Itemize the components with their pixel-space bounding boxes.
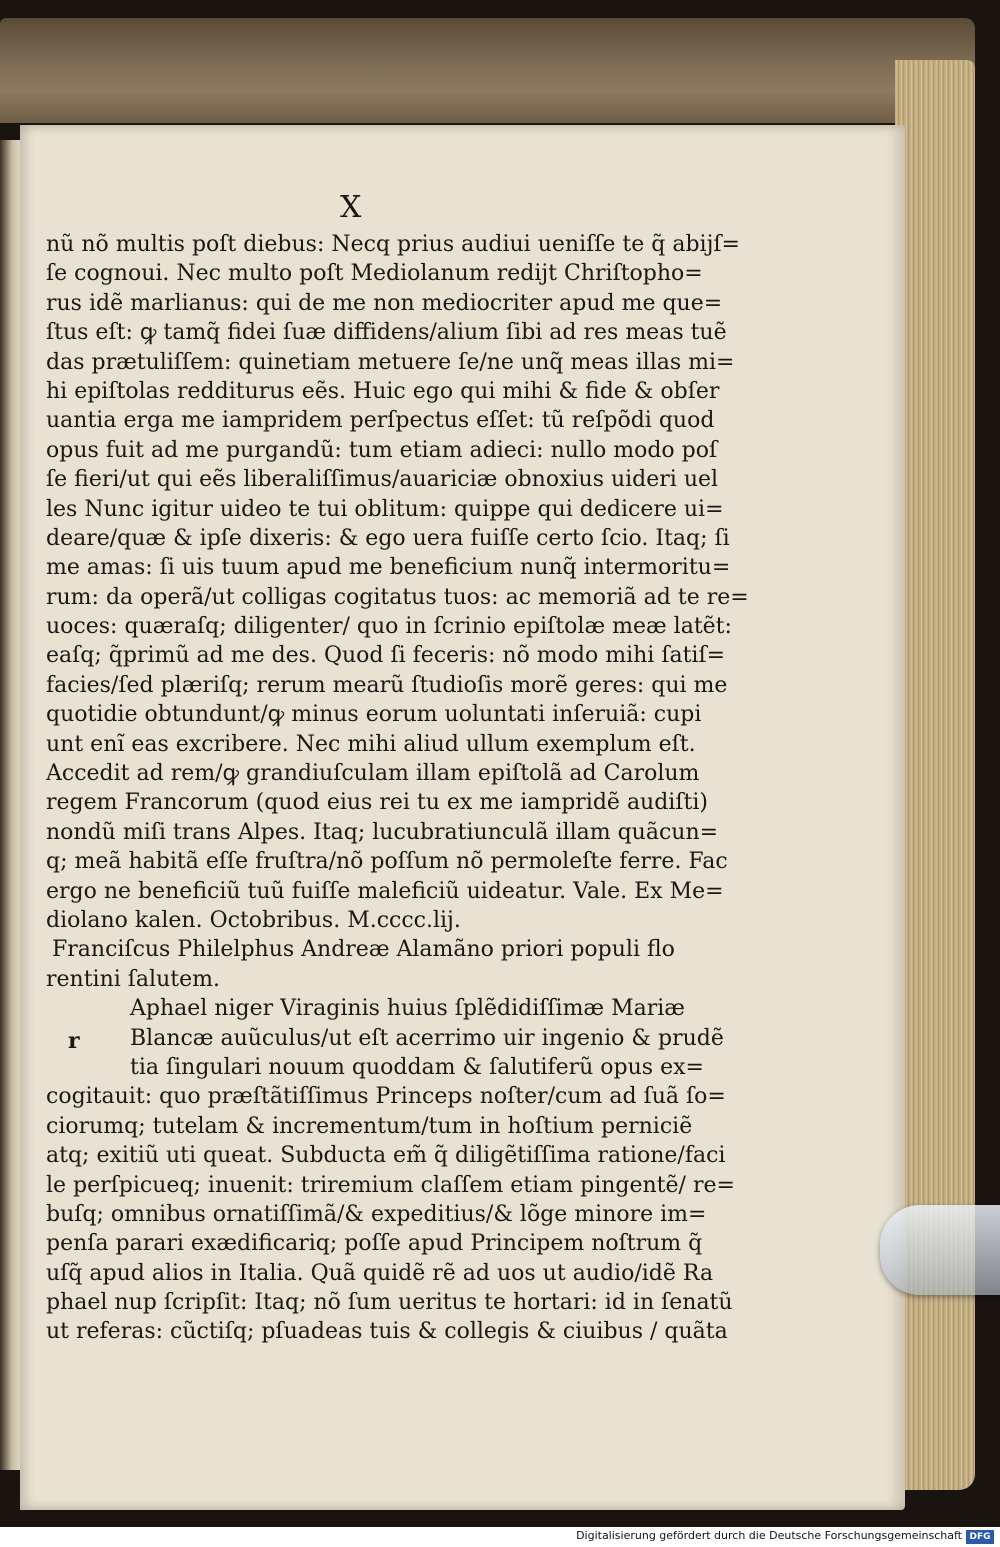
text-line: ut referas: cũctiſq; pſuadeas tuis & collegis & ciuibus / quãta [46,1319,728,1345]
letter-heading-line: rentini ſalutem. [46,966,220,992]
text-line: uſq̃ apud alios in Italia. Quã quidẽ rẽ ad uos ut audio/idẽ Ra [46,1260,714,1286]
text-line: opus fuit ad me purgandũ: tum etiam adieci: nullo modo poſ [46,437,718,463]
text-line: facies/ſed plæriſq; rerum mearũ ſtudioſis morẽ geres: qui me [46,672,728,698]
text-line: uantia erga me iampridem perſpectus eſſet: tũ reſpõdi quod [46,408,715,434]
text-line: me amas: ſi uis tuum apud me beneficium nunq̃ intermoritu= [46,555,731,581]
text-line: q; meã habitã eſſe fruſtra/nõ poſſum nõ permoleſte ferre. Fac [46,849,728,875]
text-line: unt enĩ eas excribere. Nec mihi aliud ullum exemplum eſt. [46,731,696,757]
text-line: Accedit ad rem/ꝙ grandiuſculam illam epiſtolã ad Carolum [46,761,700,787]
indented-line: Aphael niger Viraginis huius ſplẽdidiſſimæ Mariæ [130,996,685,1022]
text-line: ſe cognoui. Nec multo poſt Mediolanum redijt Chriſtopho= [46,261,703,287]
text-line: ergo ne beneficiũ tuũ fuiſſe maleficiũ uideatur. Vale. Ex Me= [46,878,724,904]
digitization-footer [0,1527,1000,1547]
text-line: rum: da operã/ut colligas cogitatus tuos: ac memoriã ad te re= [46,584,749,610]
footer-credit: Digitalisierung gefördert durch die Deutsche Forschungsgemeinschaft [576,1529,962,1542]
text-line: rus idẽ marlianus: qui de me non mediocriter apud me que= [46,290,723,316]
text-line: atq; exitiũ uti queat. Subducta em̃ q̃ diligẽtiſſima ratione/faci [46,1143,726,1169]
text-line: quotidie obtundunt/ꝙ minus eorum uoluntati inſeruiã: cupi [46,702,702,728]
letter-text-block [46,230,766,1347]
book-top-edge [0,18,975,123]
text-line: deare/quæ & ipſe dixeris: & ego uera fuiſſe certo ſcio. Itaq; ſi [46,525,730,551]
text-line: uoces: quæraſq; diligenter/ quo in ſcrinio epiſtolæ meæ latẽt: [46,614,732,640]
text-line: diolano kalen. Octobribus. M.cccc.lij. [46,907,461,933]
text-line: nũ nõ multis poſt diebus: Necq prius audiui ueniſſe te q̃ abijſ= [46,232,740,257]
page-number: X [340,190,364,225]
text-line: cogitauit: quo præſtãtiſſimus Princeps noſter/cum ad ſuã ſo= [46,1084,726,1110]
text-line: penſa parari exædificariq; poſſe apud Principem noſtrum q̃ [46,1231,703,1257]
text-line: buſq; omnibus ornatiſſimã/& expeditius/& lõge minore im= [46,1201,707,1227]
text-line: eaſq; q̃primũ ad me des. Quod ſi feceris: nõ modo mihi ſatiſ= [46,643,726,669]
page-holder-clip [880,1205,1000,1295]
text-line: phael nup ſcripſit: Itaq; nõ ſum ueritus te hortari: id in ſenatũ [46,1290,733,1316]
dfg-logo-icon: DFG [966,1530,994,1544]
text-line: le perſpicueq; inuenit: triremium claſſem etiam pingentẽ/ re= [46,1172,735,1198]
text-line: ciorumq; tutelam & incrementum/tum in hoſtium perniciẽ [46,1113,693,1139]
text-line: hi epiſtolas redditurus eẽs. Huic ego qui mihi & fide & obſer [46,378,720,404]
text-line: les Nunc igitur uideo te tui oblitum: quippe qui dedicere ui= [46,496,724,522]
guide-letter: r [68,1028,80,1054]
letter-heading-line: Franciſcus Philelphus Andreæ Alamãno priori populi flo [52,937,675,963]
text-line: das prætuliſſem: quinetiam metuere ſe/ne unq̃ meas illas mi= [46,349,735,375]
indented-line: tia ſingulari nouum quoddam & ſalutiferũ opus ex= [130,1054,704,1080]
text-line: nondũ miſi trans Alpes. Itaq; lucubratiunculã illam quãcun= [46,819,719,845]
text-line: ſe fieri/ut qui eẽs liberaliſſimus/auariciæ obnoxius uideri uel [46,467,719,493]
text-line: ſtus eſt: ꝙ tamq̃ fidei ſuæ diffidens/alium ſibi ad res meas tuẽ [46,320,727,346]
text-line: regem Francorum (quod eius rei tu ex me iampridẽ audiſti) [46,790,708,816]
indented-line: Blancæ auũculus/ut eſt acerrimo uir ingenio & prudẽ [130,1025,724,1051]
